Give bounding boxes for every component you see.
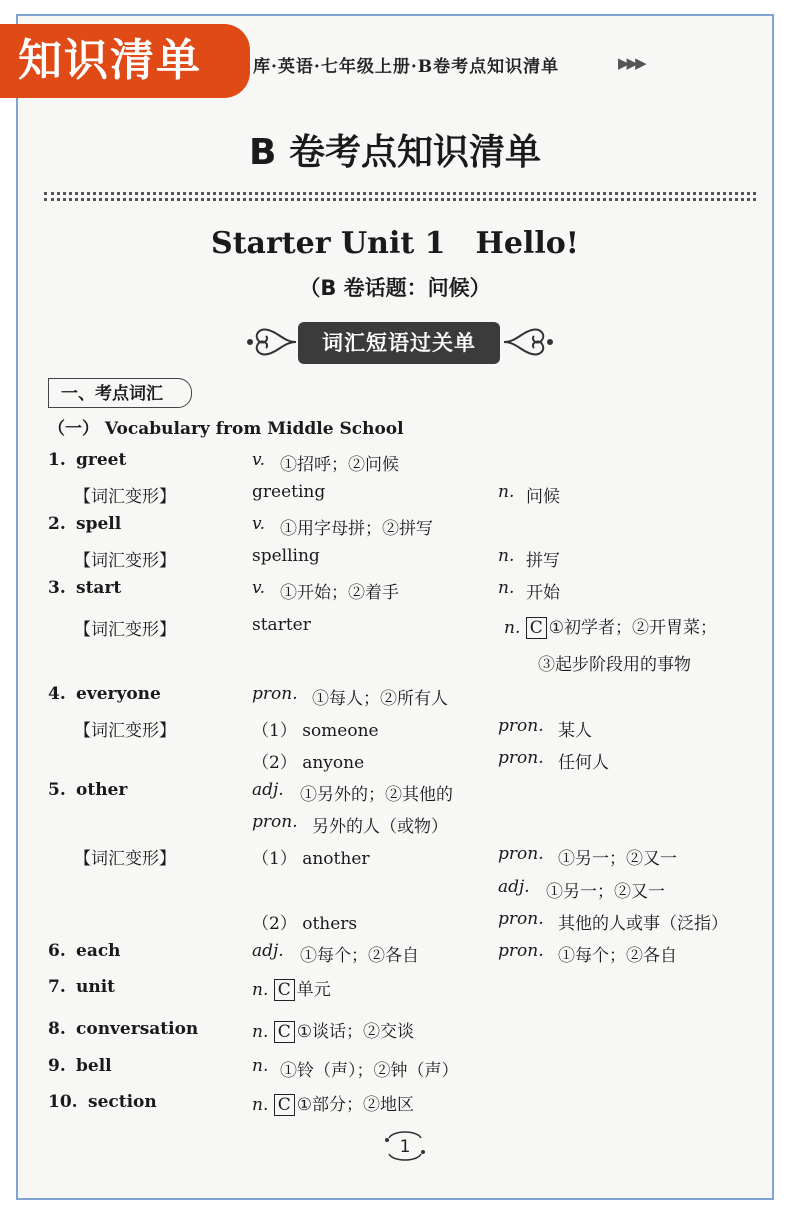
- entry-pos: adj.: [252, 941, 284, 961]
- entry-number: 10.: [48, 1092, 78, 1112]
- countable-mark: C: [274, 979, 295, 1001]
- countable-mark: C: [274, 1021, 295, 1043]
- form-tag: 【词汇变形】: [74, 551, 176, 571]
- entry-definition: ①铃（声）；②钟（声）: [280, 1061, 459, 1081]
- unit-title: Starter Unit 1 Hello!: [211, 226, 579, 261]
- entry-pos: adj.: [252, 780, 284, 800]
- entry-word: spell: [76, 514, 122, 534]
- entry-number: 9.: [48, 1056, 66, 1076]
- form-tag: 【词汇变形】: [74, 721, 176, 741]
- section-banner: 词汇短语过关单: [298, 322, 500, 364]
- entry-word: greet: [76, 450, 127, 470]
- entry-definition-2: 开始: [526, 583, 560, 603]
- left-ornament-icon: [244, 320, 298, 364]
- entry-pos: v.: [252, 578, 265, 598]
- form-word: （2） anyone: [252, 753, 365, 773]
- entry-definition-2: 另外的人（或物）: [312, 817, 448, 837]
- form-pos: pron.: [498, 844, 544, 864]
- form-definition: 问候: [526, 487, 560, 507]
- entry-pos-2: pron.: [252, 812, 298, 832]
- entry-definition: ①另外的；②其他的: [300, 785, 453, 805]
- form-word: （1） another: [252, 849, 370, 869]
- form-pos: n.: [498, 482, 515, 502]
- entry-definition: ①开始；②着手: [280, 583, 399, 603]
- form-definition: ①初学者；②开胃菜；: [548, 618, 718, 638]
- form-pos: n.: [504, 618, 521, 638]
- section-heading: 一、考点词汇: [48, 378, 192, 408]
- entry-number: 1.: [48, 450, 66, 470]
- entry-definition: ①每个；②各自: [300, 946, 419, 966]
- entry-word: everyone: [76, 684, 161, 704]
- form-word: starter: [252, 615, 311, 635]
- entry-number: 7.: [48, 977, 66, 997]
- form-definition-cont: ③起步阶段用的事物: [538, 655, 691, 675]
- form-pos-b: adj.: [498, 877, 530, 897]
- form-word: greeting: [252, 482, 326, 502]
- countable-mark: C: [274, 1094, 295, 1116]
- subsection-heading: （一） Vocabulary from Middle School: [48, 419, 404, 439]
- topic-subtitle: （B 卷话题：问候）: [299, 276, 491, 300]
- divider: [44, 192, 756, 195]
- brand-tab: 知识清单: [0, 24, 250, 98]
- entry-definition-row: [252, 975, 331, 1001]
- entry-definition-row: [252, 1090, 414, 1116]
- entry-definition-row: [252, 1017, 414, 1043]
- page-title: B 卷考点知识清单: [249, 132, 541, 173]
- entry-number: 8.: [48, 1019, 66, 1039]
- entry-pos-2: pron.: [498, 941, 544, 961]
- entry-definition: ①每人；②所有人: [312, 689, 448, 709]
- countable-mark: C: [526, 617, 547, 639]
- entry-definition: ①部分；②地区: [296, 1095, 415, 1115]
- form-definition-row: [504, 613, 717, 639]
- entry-number: 4.: [48, 684, 66, 704]
- entry-number: 6.: [48, 941, 66, 961]
- entry-definition: ①用字母拼；②拼写: [280, 519, 433, 539]
- page-number: 1: [399, 1137, 411, 1157]
- form-word: spelling: [252, 546, 320, 566]
- entry-number: 5.: [48, 780, 66, 800]
- right-ornament-icon: [502, 320, 556, 364]
- form-tag: 【词汇变形】: [74, 487, 176, 507]
- form-pos: pron.: [498, 716, 544, 736]
- entry-definition: ①招呼；②问候: [280, 455, 399, 475]
- divider: [44, 198, 756, 201]
- form-definition-b: ①另一；②又一: [546, 882, 665, 902]
- entry-pos: n.: [252, 1056, 269, 1076]
- form-pos: pron.: [498, 748, 544, 768]
- entry-pos: n.: [252, 1095, 269, 1115]
- running-head: 库·英语·七年级上册·B卷考点知识清单: [253, 57, 560, 77]
- entry-definition: ①谈话；②交谈: [296, 1022, 415, 1042]
- form-tag: 【词汇变形】: [74, 849, 176, 869]
- arrows-icon: ▶▶▶: [618, 54, 644, 72]
- entry-word: section: [88, 1092, 157, 1112]
- entry-word: bell: [76, 1056, 112, 1076]
- entry-number: 3.: [48, 578, 66, 598]
- form-pos: n.: [498, 546, 515, 566]
- form-tag: 【词汇变形】: [74, 620, 176, 640]
- entry-definition-2: ①每个；②各自: [558, 946, 677, 966]
- page-number-badge: [383, 1124, 427, 1168]
- entry-number: 2.: [48, 514, 66, 534]
- form-definition: 其他的人或事（泛指）: [558, 914, 728, 934]
- form-word: （1） someone: [252, 721, 379, 741]
- entry-pos-2: n.: [498, 578, 515, 598]
- entry-pos: n.: [252, 980, 269, 1000]
- form-definition: 拼写: [526, 551, 560, 571]
- form-definition: 任何人: [558, 753, 609, 773]
- entry-word: start: [76, 578, 122, 598]
- entry-word: other: [76, 780, 128, 800]
- entry-pos: pron.: [252, 684, 298, 704]
- entry-word: each: [76, 941, 121, 961]
- form-definition: ①另一；②又一: [558, 849, 677, 869]
- entry-word: conversation: [76, 1019, 199, 1039]
- form-definition: 某人: [558, 721, 592, 741]
- form-word: （2） others: [252, 914, 358, 934]
- entry-pos: n.: [252, 1022, 269, 1042]
- form-pos: pron.: [498, 909, 544, 929]
- entry-word: unit: [76, 977, 116, 997]
- entry-pos: v.: [252, 450, 265, 470]
- entry-pos: v.: [252, 514, 265, 534]
- entry-definition: 单元: [296, 980, 331, 1000]
